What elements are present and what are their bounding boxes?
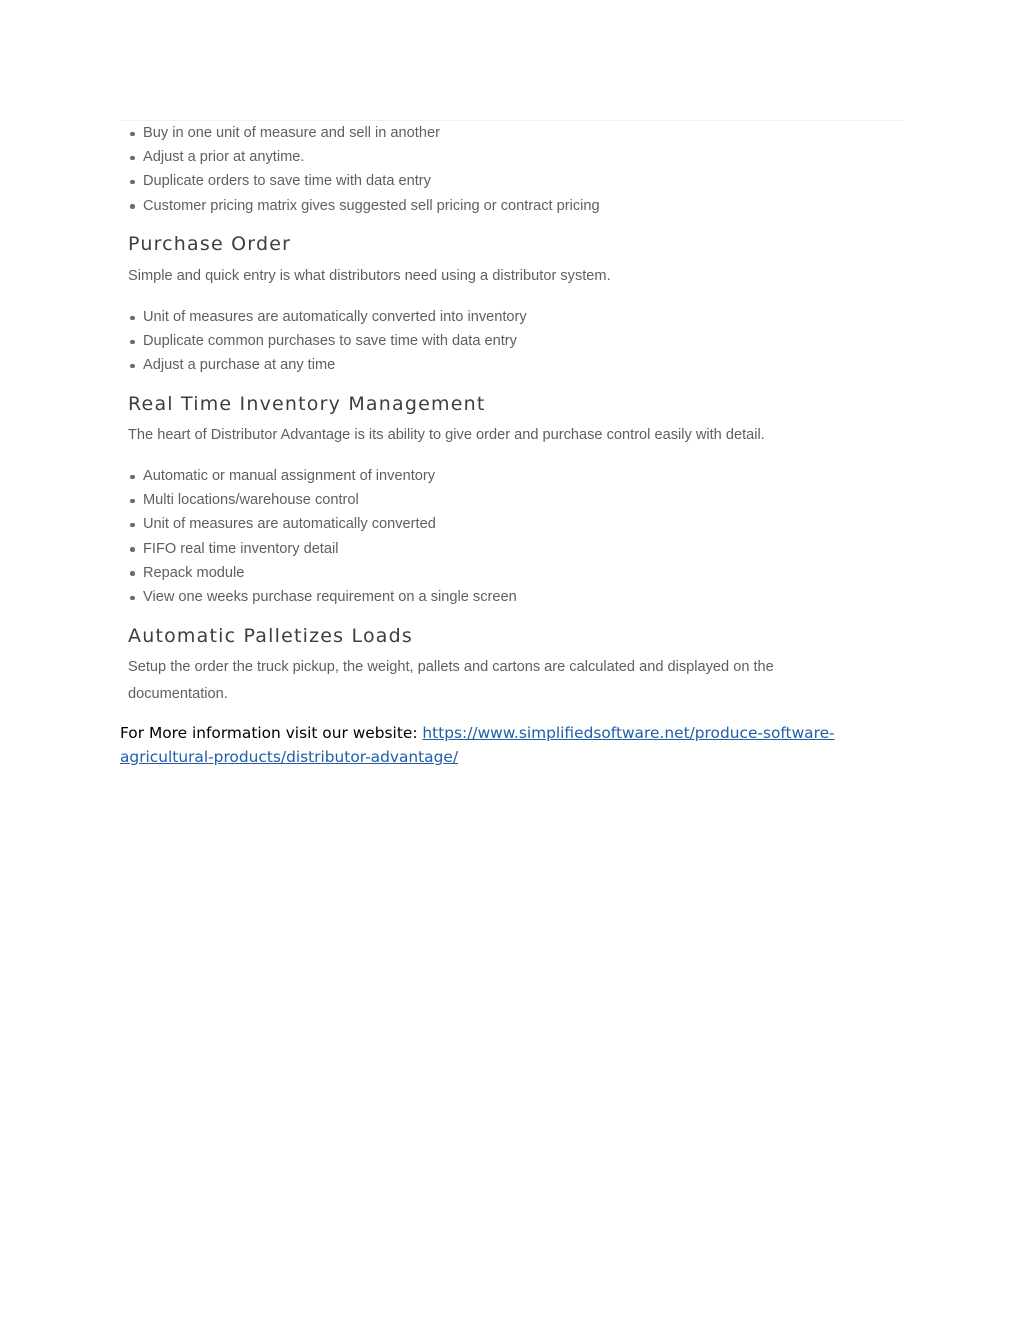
palletizes-heading: Automatic Palletizes Loads — [128, 625, 413, 647]
list-item-text: Multi locations/warehouse control — [143, 492, 359, 509]
bullet-icon — [130, 156, 135, 161]
bullet-icon — [130, 571, 135, 576]
list-item-text: View one weeks purchase requirement on a single screen — [143, 589, 517, 606]
bullet-icon — [130, 499, 135, 504]
purchase-order-heading: Purchase Order — [128, 233, 292, 255]
list-item-text: Automatic or manual assignment of inventory — [143, 468, 436, 484]
list-item-text: Buy in one unit of measure and sell in another — [143, 125, 440, 141]
purchase-order-section — [128, 231, 888, 257]
list-item — [128, 194, 888, 218]
top-feature-list-block — [128, 121, 888, 218]
purchase-order-intro: Simple and quick entry is what distributors need using a distributor system. — [128, 268, 611, 284]
list-item-text: FIFO real time inventory detail — [143, 540, 339, 557]
inventory-intro-block — [128, 422, 888, 449]
list-item — [128, 169, 888, 193]
list-item — [128, 585, 888, 609]
list-item-text: Duplicate orders to save time with data entry — [143, 173, 431, 190]
list-item-text: Adjust a purchase at any time — [143, 357, 336, 374]
list-item-text: Unit of measures are automatically converted into inventory — [143, 309, 527, 325]
purchase-order-list — [128, 305, 888, 378]
inventory-heading: Real Time Inventory Management — [128, 393, 486, 415]
bullet-icon — [130, 523, 135, 528]
palletizes-intro-block — [128, 654, 818, 708]
top-feature-list — [128, 121, 888, 218]
bullet-icon — [130, 547, 135, 552]
inventory-list — [128, 464, 888, 609]
list-item — [128, 464, 888, 488]
list-item-text: Duplicate common purchases to save time with data entry — [143, 333, 517, 350]
bullet-icon — [130, 180, 135, 185]
website-link-part-1: https://www.simplifiedsoftware.net/produce-software- — [422, 724, 835, 742]
bullet-icon — [130, 596, 135, 601]
purchase-order-intro-block — [128, 263, 888, 290]
website-link-part-2: agricultural-products/distributor-advantage/ — [120, 748, 459, 766]
palletizes-intro: Setup the order the truck pickup, the weight, pallets and cartons are calculated and displayed on the documentation. — [128, 659, 774, 702]
list-item — [128, 121, 888, 145]
inventory-intro: The heart of Distributor Advantage is its ability to give order and purchase control easily with detail. — [128, 427, 765, 443]
inventory-section — [128, 391, 888, 417]
list-item-text: Adjust a prior at anytime. — [143, 149, 305, 166]
list-item — [128, 537, 888, 561]
bullet-icon — [130, 364, 135, 369]
bullet-icon — [130, 316, 135, 321]
list-item-text: Unit of measures are automatically converted — [143, 516, 436, 533]
list-item-text: Repack module — [143, 564, 245, 581]
purchase-order-list-block — [128, 305, 888, 378]
palletizes-section — [128, 623, 888, 649]
list-item — [128, 561, 888, 585]
list-item — [128, 329, 888, 353]
bullet-icon — [130, 132, 135, 137]
list-item — [128, 512, 888, 536]
list-item — [128, 145, 888, 169]
list-item — [128, 353, 888, 377]
list-item — [128, 305, 888, 329]
more-info-label: For More information visit our website: — [120, 724, 423, 742]
list-item-text: Customer pricing matrix gives suggested sell pricing or contract pricing — [143, 197, 600, 214]
inventory-list-block — [128, 464, 888, 609]
bullet-icon — [130, 475, 135, 480]
more-info-note — [120, 721, 910, 769]
bullet-icon — [130, 204, 135, 209]
list-item — [128, 488, 888, 512]
bullet-icon — [130, 340, 135, 345]
